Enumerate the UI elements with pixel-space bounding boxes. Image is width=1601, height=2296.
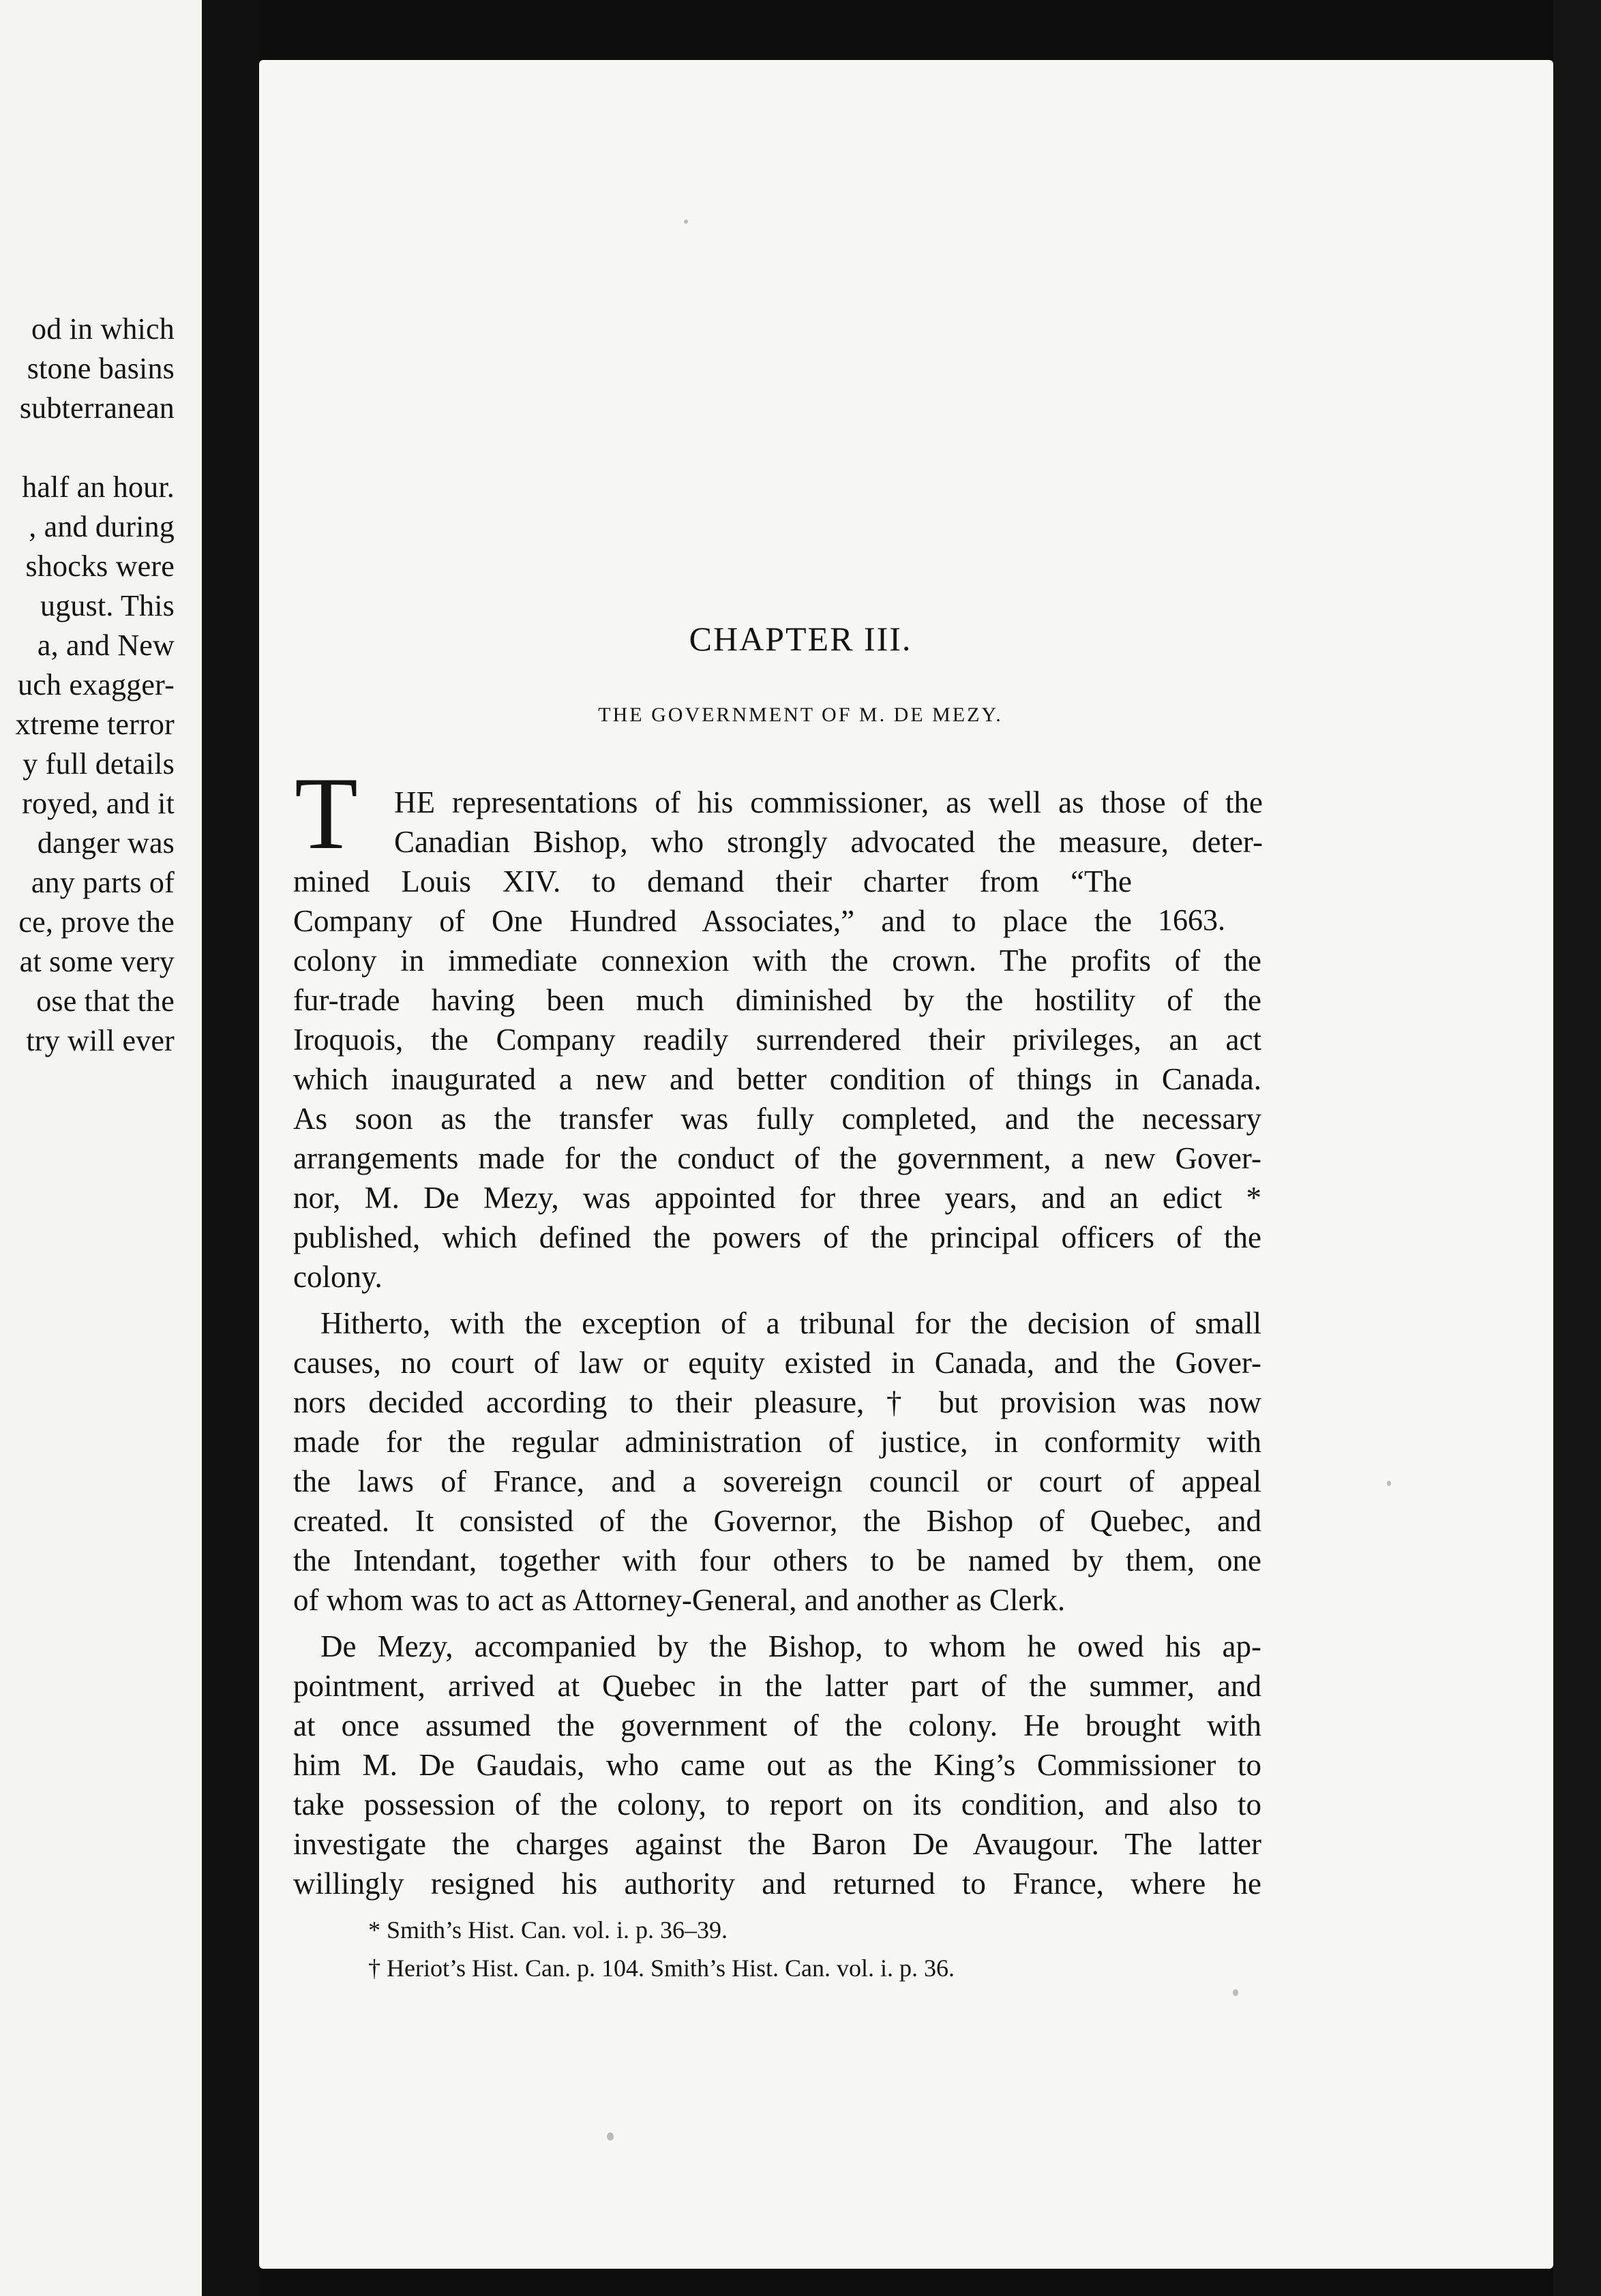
body-line: Company of One Hundred Associates,” and to place the [293,904,1132,938]
body-line: Hitherto, with the exception of a tribunal for the decision of small [320,1306,1261,1340]
margin-year-note: 1663. [1158,903,1225,937]
body-line: nor, M. De Mezy, was appointed for three years, and an edict * [293,1181,1261,1215]
body-line: take possession of the colony, to report on its condition, and also to [293,1787,1261,1822]
body-line: As soon as the transfer was fully completed, and the necessary [293,1102,1261,1136]
body-line: colony in immediate connexion with the crown. The profits of the [293,943,1261,978]
left-page-line: y full details [23,747,175,781]
chapter-title: CHAPTER III. [689,620,912,658]
footnote: † Heriot’s Hist. Can. p. 104. Smith’s Hist. Can. vol. i. p. 36. [368,1954,955,1982]
body-line: Canadian Bishop, who strongly advocated the measure, deter- [394,825,1263,859]
left-page-line: ce, prove the [18,905,175,939]
left-page-line: ugust. This [40,589,175,622]
page-edge-shadow [1553,0,1601,2296]
scan-speck [1387,1481,1391,1486]
book-gutter [202,0,259,2296]
body-line: investigate the charges against the Baron De Avaugour. The latter [293,1827,1261,1861]
left-page-line: xtreme terror [15,708,175,741]
body-line: created. It consisted of the Governor, the Bishop of Quebec, and [293,1504,1261,1538]
body-line: fur-trade having been much diminished by the hostility of the [293,983,1261,1017]
body-line: the laws of France, and a sovereign council or court of appeal [293,1464,1261,1498]
left-page-line: danger was [37,826,175,860]
left-page-line: ose that the [36,984,175,1018]
body-line: at once assumed the government of the colony. He brought with [293,1708,1261,1742]
body-line: willingly resigned his authority and returned to France, where he [293,1867,1261,1901]
left-page-line: at some very [19,945,175,978]
left-page-line: any parts of [31,866,175,899]
left-page-line: try will ever [26,1024,175,1057]
left-page [0,0,202,2296]
chapter-subtitle: THE GOVERNMENT OF M. DE MEZY. [598,704,1003,726]
scan-speck [1233,1989,1238,1996]
body-line: causes, no court of law or equity existed in Canada, and the Gover- [293,1346,1261,1380]
left-page-line: , and during [29,510,175,543]
body-line: made for the regular administration of justice, in conformity with [293,1425,1261,1459]
body-line: published, which defined the powers of the principal officers of the [293,1220,1261,1254]
body-line: colony. [293,1260,383,1294]
body-line: of whom was to act as Attorney-General, and another as Clerk. [293,1583,1066,1617]
scan-speck [684,220,688,224]
body-line: pointment, arrived at Quebec in the latter part of the summer, and [293,1669,1261,1703]
body-line: which inaugurated a new and better condition of things in Canada. [293,1062,1261,1096]
left-page-line: subterranean [19,391,175,425]
left-page-line: od in which [31,312,175,346]
body-line: nors decided according to their pleasure, † but provision was now [293,1385,1261,1419]
left-page-line: half an hour. [22,470,175,504]
left-page-line: shocks were [25,549,175,583]
body-line: Iroquois, the Company readily surrendered their privileges, an act [293,1023,1261,1057]
left-page-line: stone basins [27,352,175,385]
body-line: HE representations of his commissioner, as well as those of the [394,785,1263,819]
body-line: him M. De Gaudais, who came out as the King’s Commissioner to [293,1748,1261,1782]
scan-speck [607,2132,614,2141]
body-line: the Intendant, together with four others to be named by them, one [293,1543,1261,1577]
left-page-line: uch exagger- [18,668,175,701]
left-page-line: a, and New [37,629,175,662]
drop-cap: T [295,756,358,871]
body-line: mined Louis XIV. to demand their charter from “The [293,864,1132,898]
body-line: De Mezy, accompanied by the Bishop, to whom he owed his ap- [320,1629,1261,1663]
left-page-line: royed, and it [22,787,175,820]
body-line: arrangements made for the conduct of the government, a new Gover- [293,1141,1261,1175]
footnote: * Smith’s Hist. Can. vol. i. p. 36–39. [368,1916,728,1944]
